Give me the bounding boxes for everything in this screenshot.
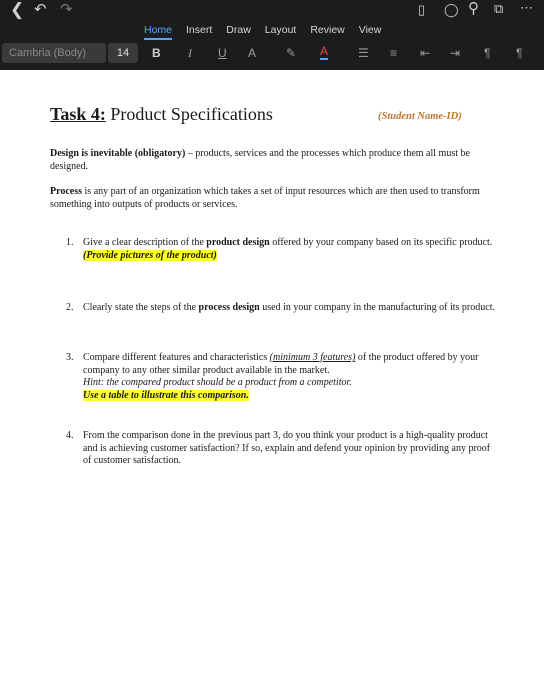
- bullets-icon[interactable]: ☰: [358, 46, 369, 60]
- tab-review[interactable]: Review: [310, 24, 345, 36]
- highlight-icon[interactable]: ✎: [286, 46, 297, 60]
- search-icon[interactable]: ⚲: [468, 0, 479, 17]
- back-chevron-icon[interactable]: ❮: [10, 0, 25, 19]
- list-item: 4. From the comparison done in the previous part 3, do you think your product is a high-quality product and is achieving customer satisfaction? If so, explain and defend your opinion by providing any proof of customer satisfaction.: [66, 430, 491, 466]
- redo-icon[interactable]: ↷: [60, 1, 73, 18]
- bold-button[interactable]: B: [152, 46, 161, 60]
- design-paragraph: Design is inevitable (obligatory) – products, services and the processes which produce them all must be designed.: [50, 148, 470, 172]
- tab-insert[interactable]: Insert: [186, 24, 213, 36]
- list-item: 1. Give a clear description of the product design offered by your company based on its specific product. (Provide pictures of the product): [66, 237, 493, 261]
- undo-icon[interactable]: ↶: [34, 1, 47, 18]
- font-color-button[interactable]: A: [320, 44, 329, 58]
- list-item: 2. Clearly state the steps of the process design used in your company in the manufacturing of its product.: [66, 302, 495, 313]
- page-title: Task 4: Product Specifications: [50, 104, 273, 124]
- lightbulb-icon[interactable]: ◯: [444, 2, 459, 17]
- phone-icon[interactable]: ▯: [418, 2, 426, 17]
- list-item: 3. Compare different features and characteristics (minimum 3 features) of the product offered by your company to any other similar product available in the market. Hint: the compared product should be a product from a competitor. Use a table to illustrate this comparison.: [66, 352, 479, 401]
- highlighted-instruction: (Provide pictures of the product): [83, 249, 217, 261]
- numbering-icon[interactable]: ≡: [390, 46, 398, 60]
- tab-view[interactable]: View: [358, 24, 382, 36]
- text-effects-button[interactable]: A: [248, 46, 257, 60]
- font-name-field[interactable]: Cambria (Body): [2, 43, 106, 63]
- font-size-field[interactable]: 14: [108, 43, 138, 63]
- share-icon[interactable]: ⧉: [494, 1, 504, 16]
- tab-layout[interactable]: Layout: [264, 24, 297, 36]
- student-id-label: (Student Name-ID): [378, 111, 462, 122]
- tab-draw[interactable]: Draw: [226, 24, 251, 36]
- paragraph-mark-icon[interactable]: ¶: [516, 46, 523, 60]
- hint-text: Hint: the compared product should be a product from a competitor.: [83, 377, 352, 388]
- more-icon[interactable]: ⋯: [520, 0, 533, 15]
- highlighted-instruction: Use a table to illustrate this comparison.: [83, 389, 249, 401]
- process-paragraph: Process is any part of an organization which takes a set of input resources which are then used to transform something into outputs of products or services.: [50, 186, 480, 210]
- outdent-icon[interactable]: ⇤: [420, 46, 431, 60]
- top-toolbar: [0, 0, 544, 70]
- paragraph-direction-icon[interactable]: ¶: [484, 46, 491, 60]
- tab-home[interactable]: Home: [144, 22, 172, 40]
- underline-button[interactable]: U: [218, 46, 227, 60]
- ribbon-tabs: [144, 22, 395, 40]
- indent-icon[interactable]: ⇥: [450, 46, 461, 60]
- format-row: [0, 42, 544, 66]
- italic-button[interactable]: I: [188, 46, 192, 60]
